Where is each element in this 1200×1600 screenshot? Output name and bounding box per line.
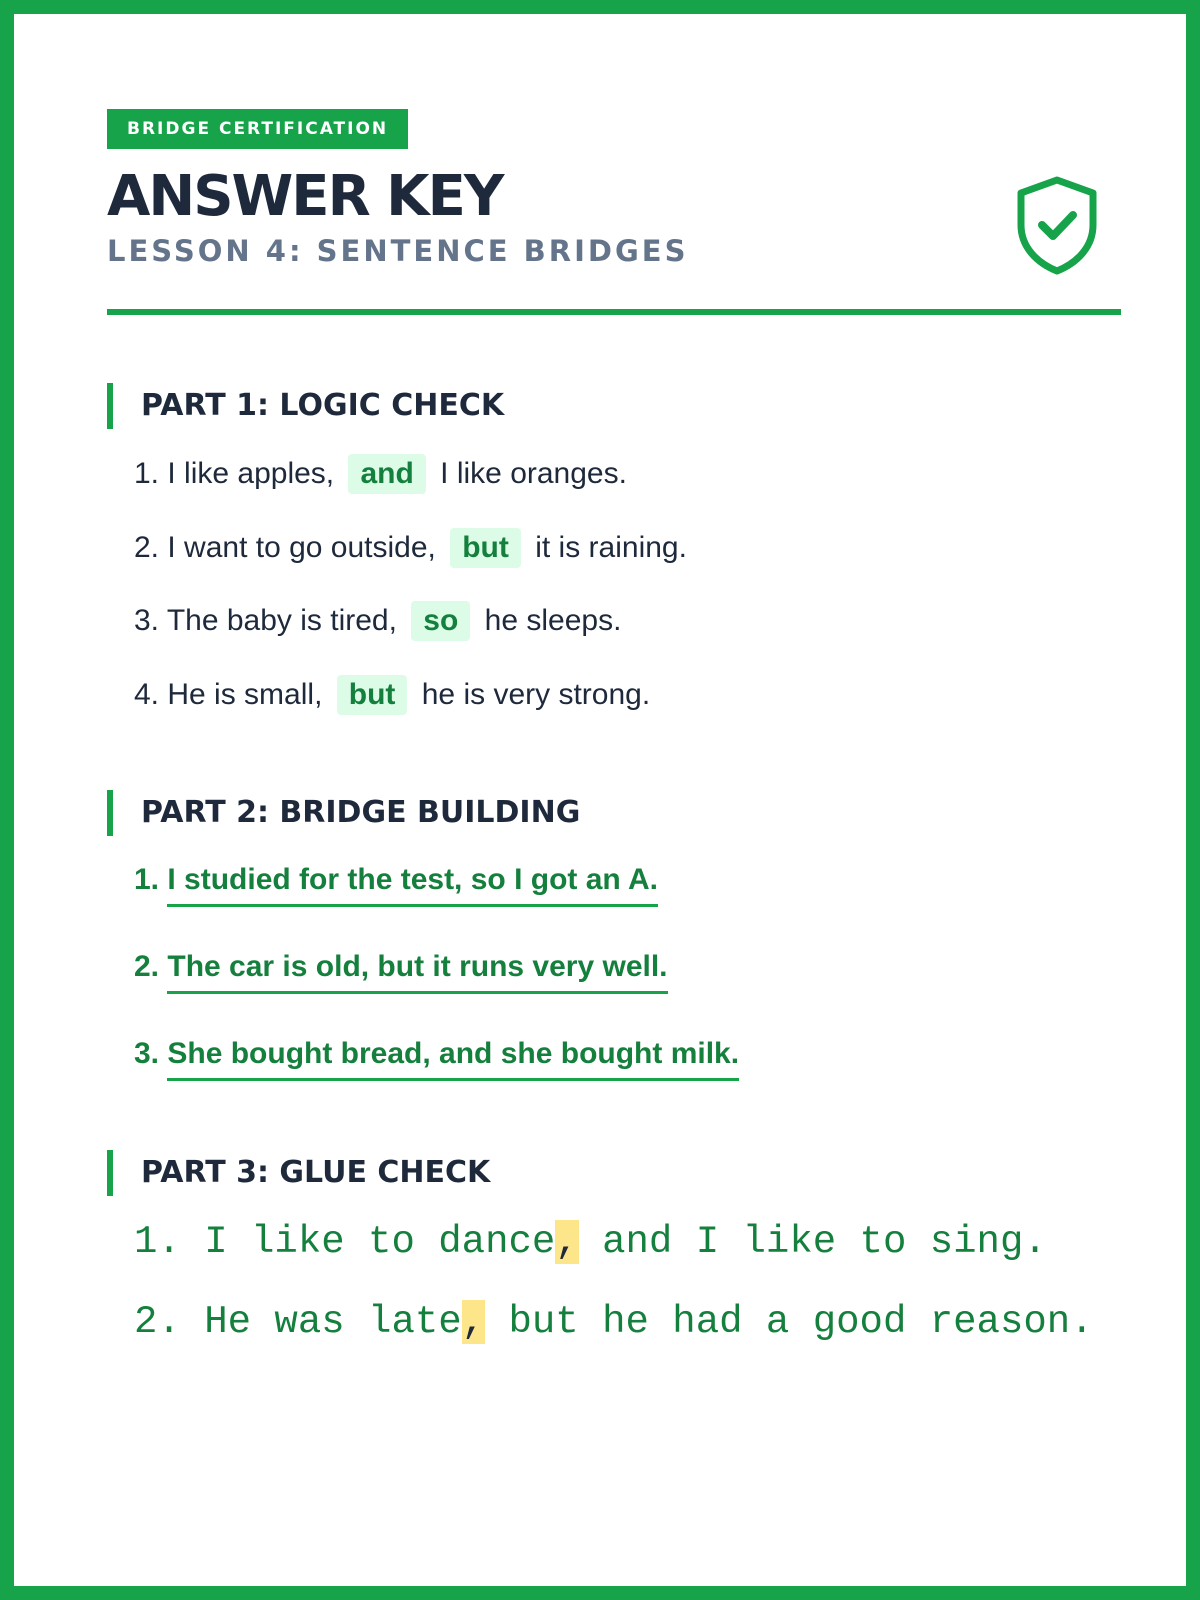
answer-conjunction: so <box>411 601 470 641</box>
part3-heading: PART 3: GLUE CHECK <box>107 1150 1121 1196</box>
part2-item <box>134 860 658 907</box>
item-text-after: and I like to sing. <box>602 1220 1047 1264</box>
part3-item <box>134 1294 1094 1350</box>
answer-key-sheet <box>107 109 1121 1344</box>
certification-badge: BRIDGE CERTIFICATION <box>107 109 408 149</box>
header-divider <box>107 309 1121 315</box>
comma-highlight: , <box>461 1300 486 1344</box>
item-text-after: it is raining. <box>535 531 687 564</box>
item-number: 2. <box>134 950 160 983</box>
part3-item <box>134 1214 1094 1270</box>
item-text-after: he is very strong. <box>421 678 651 711</box>
item-number: 3. <box>134 1037 160 1070</box>
item-text-before: The baby is tired, <box>166 604 397 637</box>
part1-heading: PART 1: LOGIC CHECK <box>107 383 1121 429</box>
part3-section <box>107 1150 1121 1344</box>
item-text-before: I like to dance <box>204 1220 556 1264</box>
lesson-subtitle: LESSON 4: SENTENCE BRIDGES <box>107 234 689 268</box>
item-text-before: I want to go outside, <box>167 531 436 564</box>
answer-conjunction: and <box>348 454 425 494</box>
answer-sentence: I studied for the test, so I got an A. <box>167 860 658 907</box>
answer-conjunction: but <box>450 528 521 568</box>
answer-conjunction: but <box>337 675 408 715</box>
item-text-after: but he had a good reason. <box>508 1300 1094 1344</box>
shield-check-icon <box>1015 175 1099 275</box>
item-text-after: he sleeps. <box>484 604 622 637</box>
item-number: 1. <box>134 863 160 896</box>
item-number: 2. <box>134 1300 181 1344</box>
part1-item <box>134 601 621 641</box>
part2-heading: PART 2: BRIDGE BUILDING <box>107 790 1121 836</box>
answer-sentence: The car is old, but it runs very well. <box>167 947 667 994</box>
page-title: ANSWER KEY <box>107 164 503 229</box>
part1-item <box>134 454 627 494</box>
item-number: 1. <box>134 457 160 490</box>
comma-highlight: , <box>555 1220 579 1264</box>
part2-item <box>134 1034 739 1081</box>
item-number: 4. <box>134 678 160 711</box>
answer-sentence: She bought bread, and she bought milk. <box>167 1034 739 1081</box>
part1-section <box>107 383 1121 711</box>
item-text-before: He is small, <box>167 678 323 711</box>
item-number: 1. <box>134 1220 181 1264</box>
part2-section <box>107 790 1121 1070</box>
item-text-before: He was late <box>204 1300 462 1344</box>
item-number: 3. <box>134 604 160 637</box>
item-text-after: I like oranges. <box>440 457 627 490</box>
part1-item <box>134 528 687 568</box>
item-number: 2. <box>134 531 160 564</box>
part2-item <box>134 947 668 994</box>
item-text-before: I like apples, <box>167 457 335 490</box>
part1-item <box>134 675 650 715</box>
